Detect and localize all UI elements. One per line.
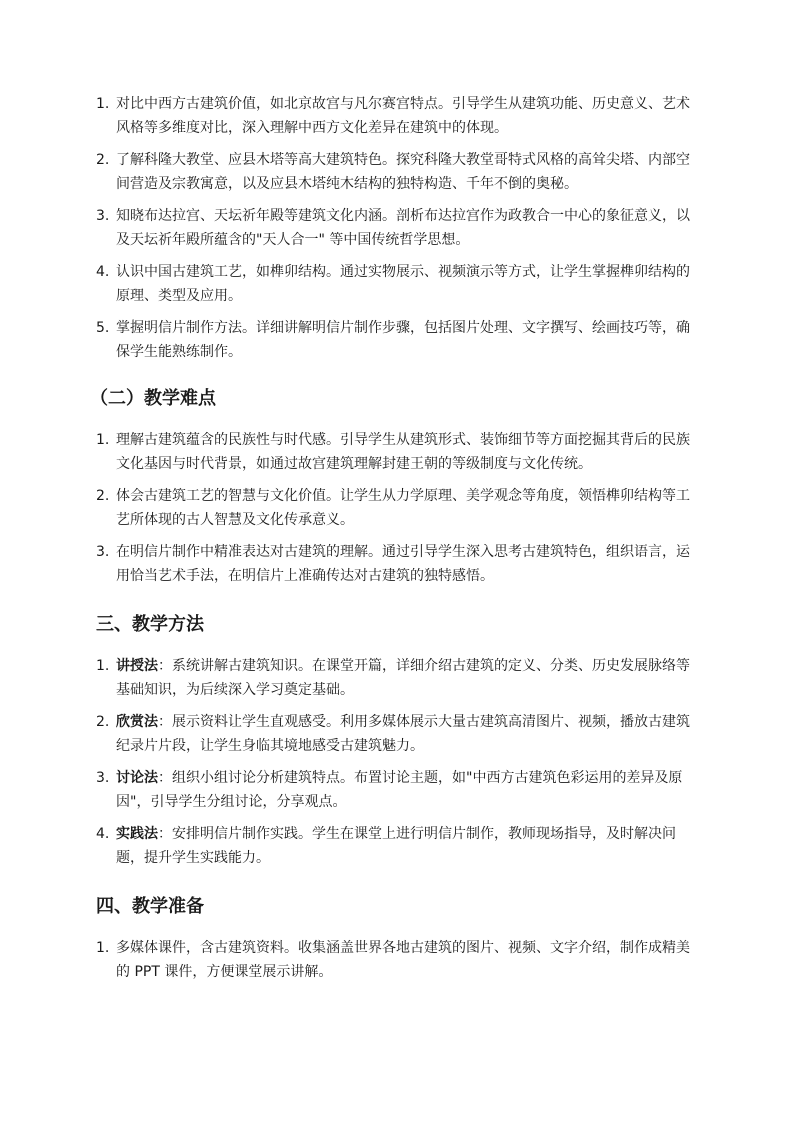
list-item-text: ：安排明信片制作实践。学生在课堂上进行明信片制作，教师现场指导，及时解决问题，提升学生实践能力。	[116, 826, 676, 866]
list-item-text: 多媒体课件，含古建筑资料。收集涵盖世界各地古建筑的图片、视频、文字介绍，制作成精美的 PPT 课件，方便课堂展示讲解。	[116, 940, 690, 980]
list-item-number: 1.	[96, 432, 110, 448]
list-item-number: 2.	[96, 488, 110, 504]
list-item-text: ：系统讲解古建筑知识。在课堂开篇，详细介绍古建筑的定义、分类、历史发展脉络等基础知识，为后续深入学习奠定基础。	[116, 658, 690, 698]
difficulties-list	[96, 428, 702, 588]
list-item-number: 1.	[96, 96, 110, 112]
key-points-list	[96, 92, 702, 364]
list-item-number: 2.	[96, 714, 110, 730]
list-item	[96, 936, 702, 984]
method-keyword: 实践法	[116, 826, 158, 842]
list-item	[96, 766, 702, 814]
list-item	[96, 654, 702, 702]
list-item-number: 3.	[96, 544, 110, 560]
list-item	[96, 260, 702, 308]
heading-teaching-methods: 三、教学方法	[96, 614, 204, 635]
list-item-number: 3.	[96, 208, 110, 224]
method-keyword: 讲授法	[116, 658, 158, 674]
list-item	[96, 822, 702, 870]
list-item-text: ：展示资料让学生直观感受。利用多媒体展示大量古建筑高清图片、视频，播放古建筑纪录片片段，让学生身临其境地感受古建筑魅力。	[116, 714, 690, 754]
list-item-text: 体会古建筑工艺的智慧与文化价值。让学生从力学原理、美学观念等角度，领悟榫卯结构等工艺所体现的古人智慧及文化传承意义。	[116, 488, 690, 528]
list-item	[96, 428, 702, 476]
list-item	[96, 204, 702, 252]
list-item-number: 5.	[96, 320, 110, 336]
method-keyword: 讨论法	[116, 770, 158, 786]
document-content	[90, 92, 702, 992]
list-item	[96, 710, 702, 758]
list-item	[96, 540, 702, 588]
method-keyword: 欣赏法	[116, 714, 158, 730]
preparation-list	[96, 936, 702, 984]
methods-list	[96, 654, 702, 870]
list-item-text: 在明信片制作中精准表达对古建筑的理解。通过引导学生深入思考古建筑特色，组织语言，运用恰当艺术手法，在明信片上准确传达对古建筑的独特感悟。	[116, 544, 690, 584]
list-item-text: ：组织小组讨论分析建筑特点。布置讨论主题，如"中西方古建筑色彩运用的差异及原因"，引导学生分组讨论，分享观点。	[116, 770, 683, 810]
list-item	[96, 484, 702, 532]
list-item-number: 4.	[96, 264, 110, 280]
list-item-number: 3.	[96, 770, 110, 786]
list-item-number: 1.	[96, 940, 110, 956]
list-item-text: 理解古建筑蕴含的民族性与时代感。引导学生从建筑形式、装饰细节等方面挖掘其背后的民族文化基因与时代背景，如通过故宫建筑理解封建王朝的等级制度与文化传统。	[116, 432, 690, 472]
list-item	[96, 92, 702, 140]
list-item-text: 掌握明信片制作方法。详细讲解明信片制作步骤，包括图片处理、文字撰写、绘画技巧等，确保学生能熟练制作。	[116, 320, 690, 360]
heading-teaching-preparation: 四、教学准备	[96, 896, 204, 917]
list-item-text: 了解科隆大教堂、应县木塔等高大建筑特色。探究科隆大教堂哥特式风格的高耸尖塔、内部空间营造及宗教寓意，以及应县木塔纯木结构的独特构造、千年不倒的奥秘。	[116, 152, 690, 192]
heading-teaching-difficulties: （二）教学难点	[90, 388, 216, 409]
list-item-number: 2.	[96, 152, 110, 168]
list-item-text: 认识中国古建筑工艺，如榫卯结构。通过实物展示、视频演示等方式，让学生掌握榫卯结构的原理、类型及应用。	[116, 264, 690, 304]
list-item-number: 4.	[96, 826, 110, 842]
list-item	[96, 316, 702, 364]
list-item-text: 对比中西方古建筑价值，如北京故宫与凡尔赛宫特点。引导学生从建筑功能、历史意义、艺术风格等多维度对比，深入理解中西方文化差异在建筑中的体现。	[116, 96, 690, 136]
list-item	[96, 148, 702, 196]
list-item-number: 1.	[96, 658, 110, 674]
list-item-text: 知晓布达拉宫、天坛祈年殿等建筑文化内涵。剖析布达拉宫作为政教合一中心的象征意义，以及天坛祈年殿所蕴含的"天人合一" 等中国传统哲学思想。	[116, 208, 690, 248]
